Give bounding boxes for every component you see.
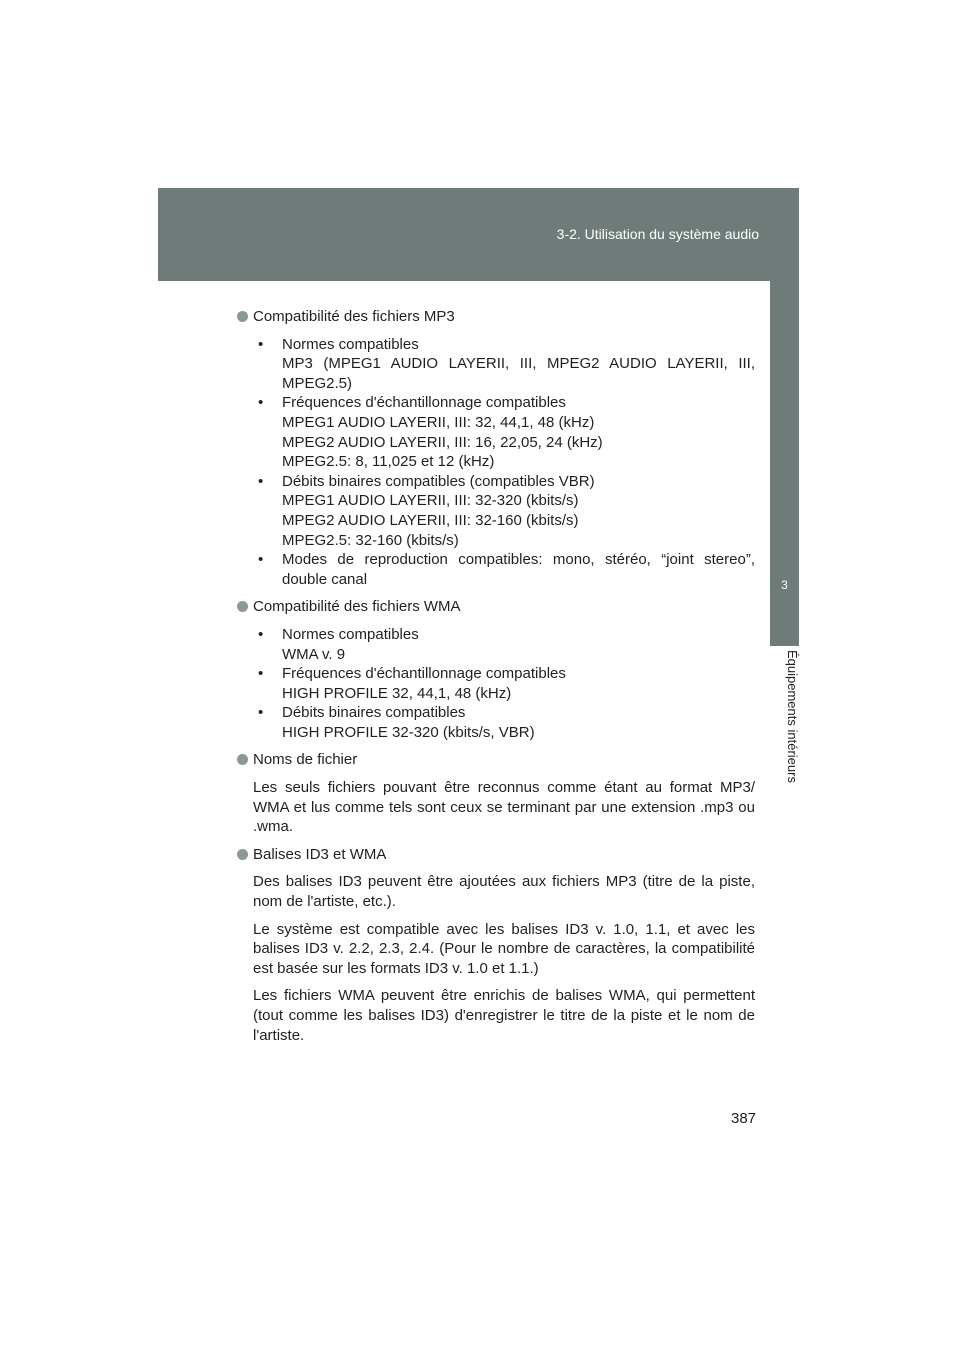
section-heading: Noms de fichier xyxy=(253,751,358,769)
dot-bullet-icon: • xyxy=(258,551,264,569)
item-value-line: HIGH PROFILE 32, 44,1, 48 (kHz) xyxy=(282,684,512,702)
item-value-line: WMA v. 9 xyxy=(282,645,346,663)
dot-bullet-icon: • xyxy=(258,335,264,353)
paragraph: Les fichiers WMA peuvent être enrichis de balises WMA, qui permettent (tout comme les balises ID3) d'enregistrer le titre de la piste et le nom de l'artiste. xyxy=(253,987,755,1044)
item-value-line: MPEG1 AUDIO LAYERII, III: 32-320 (kbits/s) xyxy=(282,492,579,510)
list-item xyxy=(253,625,755,664)
section-heading: Compatibilité des fichiers MP3 xyxy=(253,308,455,325)
item-label: Normes compatibles xyxy=(282,625,419,643)
dot-bullet-icon: • xyxy=(258,625,264,643)
paragraph: Les seuls fichiers pouvant être reconnus comme étant au format MP3/ WMA et lus comme tels sont ceux se terminant par une extension .mp3 ou .wma. xyxy=(253,779,755,836)
chapter-label: Équipements intérieurs xyxy=(785,650,800,783)
list-item xyxy=(253,472,755,550)
page-content xyxy=(237,307,755,1045)
chapter-tab xyxy=(770,556,799,646)
circle-bullet-icon xyxy=(237,754,248,765)
paragraph: Des balises ID3 peuvent être ajoutées aux fichiers MP3 (titre de la piste, nom de l'artiste, etc.). xyxy=(253,873,755,911)
item-label: Normes compatibles xyxy=(282,335,419,353)
circle-bullet-icon xyxy=(237,311,248,322)
section xyxy=(237,750,755,836)
item-label: Modes de reproduction compatibles: mono, stéréo, “joint stereo”, double canal xyxy=(282,551,755,588)
list-item xyxy=(253,703,755,742)
item-label: Débits binaires compatibles (compatibles VBR) xyxy=(282,472,595,490)
header-band xyxy=(158,188,799,281)
item-value-line: HIGH PROFILE 32-320 (kbits/s, VBR) xyxy=(282,723,535,741)
dot-bullet-icon: • xyxy=(258,665,264,683)
list-item xyxy=(253,550,755,589)
section-heading: Balises ID3 et WMA xyxy=(253,845,387,863)
paragraph: Le système est compatible avec les balises ID3 v. 1.0, 1.1, et avec les balises ID3 v. 2.2, 2.3, 2.4. (Pour le nombre de caractères, la compatibilité est basée sur les formats ID3 v. 1.0 et 1.1.) xyxy=(253,920,755,977)
section xyxy=(237,845,755,1045)
section xyxy=(237,597,755,742)
item-label: Débits binaires compatibles xyxy=(282,704,466,722)
circle-bullet-icon xyxy=(237,849,248,860)
item-list xyxy=(253,625,755,743)
item-value-line: MP3 (MPEG1 AUDIO LAYERII, III, MPEG2 AUDIO LAYERII, III, MPEG2.5) xyxy=(282,355,755,392)
list-item xyxy=(253,393,755,471)
circle-bullet-icon xyxy=(237,601,248,612)
item-value-line: MPEG2 AUDIO LAYERII, III: 32-160 (kbits/s) xyxy=(282,511,579,529)
item-value-line: MPEG2.5: 8, 11,025 et 12 (kHz) xyxy=(282,453,495,471)
item-label: Fréquences d'échantillonnage compatibles xyxy=(282,665,566,683)
side-tab xyxy=(770,281,799,556)
section-heading: Compatibilité des fichiers WMA xyxy=(253,598,461,616)
section xyxy=(237,307,755,589)
item-list xyxy=(253,335,755,590)
list-item xyxy=(253,664,755,703)
chapter-number: 3 xyxy=(781,578,788,592)
item-label: Fréquences d'échantillonnage compatibles xyxy=(282,394,566,412)
dot-bullet-icon: • xyxy=(258,394,264,412)
item-value-line: MPEG2.5: 32-160 (kbits/s) xyxy=(282,531,459,549)
section-title: 3-2. Utilisation du système audio xyxy=(556,226,759,242)
dot-bullet-icon: • xyxy=(258,704,264,722)
item-value-line: MPEG1 AUDIO LAYERII, III: 32, 44,1, 48 (kHz) xyxy=(282,413,595,431)
dot-bullet-icon: • xyxy=(258,472,264,490)
item-value-line: MPEG2 AUDIO LAYERII, III: 16, 22,05, 24 (kHz) xyxy=(282,433,603,451)
page-number: 387 xyxy=(731,1110,757,1127)
list-item xyxy=(253,335,755,394)
